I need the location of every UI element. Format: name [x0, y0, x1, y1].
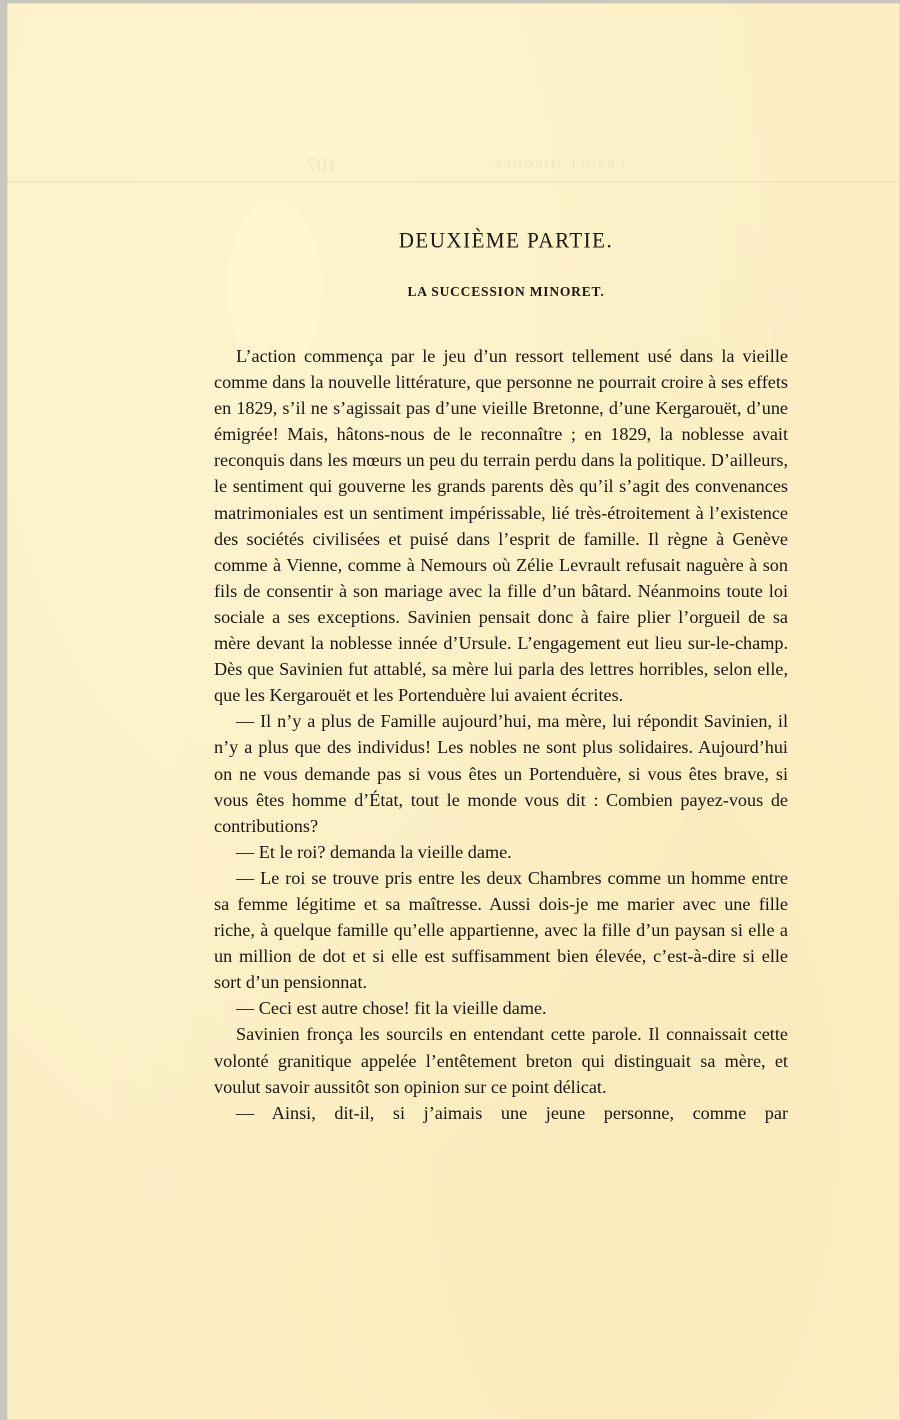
paragraph: L’action commença par le jeu d’un ressort tellement usé dans la vieille comme dans la nouvelle littérature, que personne ne pourrait croire à ses effets en 1829, s’il ne s’agissait pas d’une vieille Bretonne, d’une Kergarouët, d’une émigrée! Mais, hâtons-nous de le reconnaître ; en 1829, la noblesse avait reconquis dans les mœurs un peu du terrain perdu dans la politique. D’ailleurs, le sentiment qui gouverne les grands parents dès qu’il s’agit des convenances matrimoniales est un sentiment impérissable, lié très-étroitement à l’existence des sociétés civilisées et puisé dans l’esprit de famille. Il règne à Genève comme à Vienne, comme à Nemours où Zélie Levrault refusait naguère à son fils de consentir à son mariage avec la fille d’un bâtard. Néanmoins toute loi sociale a ses exceptions. Savinien pensait donc à faire plier l’orgueil de sa mère devant la noblesse innée d’Ursule. L’engagement eut lieu sur-le-champ. Dès que Savinien fut attablé, sa mère lui parla des lettres horribles, selon elle, que les Kergarouët et les Portenduère lui avaient écrites.	[214, 346, 788, 706]
paragraph: — Ceci est autre chose! fit la vieille dame.	[236, 998, 547, 1019]
show-through-page-number: 107	[307, 155, 337, 177]
part-title: DEUXIÈME PARTIE.	[398, 227, 614, 253]
show-through-running-header: URSULE MIROUËT.	[488, 157, 625, 171]
body-text	[214, 343, 788, 1126]
scanned-page	[7, 3, 900, 1420]
show-through-fold-line	[7, 181, 900, 183]
paragraph: — Et le roi? demanda la vieille dame.	[236, 841, 512, 862]
paragraph: — Il n’y a plus de Famille aujourd’hui, ma mère, lui répondit Savinien, il n’y a plus que des individus! Les nobles ne sont plus solidaires. Aujourd’hui on ne vous demande pas si vous êtes un Portenduère, si vous êtes brave, si vous êtes homme d’État, tout le monde vous dit : Combien payez-vous de contributions?	[214, 711, 788, 836]
paragraph: Savinien fronça les sourcils en entendant cette parole. Il connaissait cette volonté granitique appelée l’entêtement breton qui distinguait sa mère, et voulut savoir aussitôt son opinion sur ce point délicat.	[214, 1024, 788, 1097]
page-content	[214, 225, 788, 1126]
paragraph-continued: — Ainsi, dit-il, si j’aimais une jeune personne, comme par	[236, 1102, 788, 1123]
paragraph: — Le roi se trouve pris entre les deux Chambres comme un homme entre sa femme légitime et sa maîtresse. Aussi dois-je me marier avec une fille riche, à quelque famille qu’elle appartienne, avec la fille d’un paysan si elle a un million de dot et si elle est suffisamment bien élevée, c’est-à-dire si elle sort d’un pensionnat.	[214, 867, 788, 993]
section-title: LA SUCCESSION MINORET.	[407, 284, 605, 299]
